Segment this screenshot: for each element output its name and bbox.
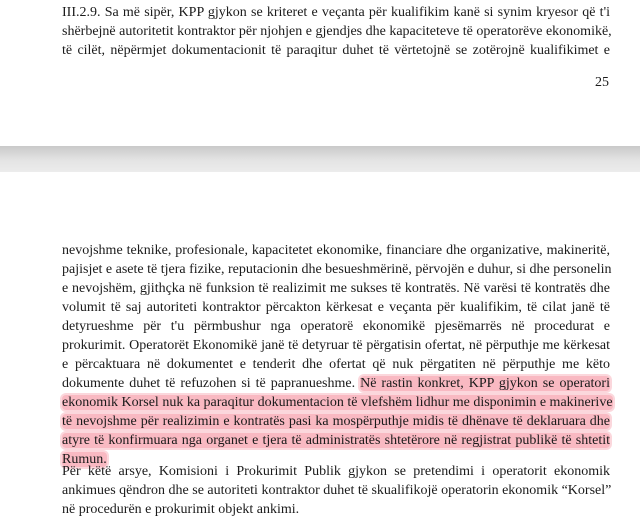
paragraph-requirements	[62, 241, 613, 469]
highlighted-text: ekonomik Korsel nuk ka paraqitur dokumentacion të vlefshëm lidhur me disponimin e makinerive	[62, 395, 613, 410]
highlighted-line	[62, 412, 610, 431]
document-page-bottom	[0, 172, 640, 527]
highlighted-text: Në rastin konkret, KPP gjykon se operatori	[360, 376, 610, 391]
text-line: të cilët, nëpërmjet dokumentacionit të paraqitur duhet të vërtetojnë se zotërojnë kualifikimet e	[62, 43, 610, 58]
paragraph-conclusion	[62, 462, 610, 519]
text-segment: dokumente duhet të refuzohen si të papranueshme.	[62, 376, 361, 391]
highlighted-line	[62, 431, 610, 450]
text-line: e përcaktuara në dokumentet e tenderit dhe ofertat që nuk përgatiten në përputhje me këto	[62, 357, 610, 372]
text-line: pajisjet e asete të tjera fizike, reputacionin dhe besueshmërinë, përvojën e duhur, si dhe personelin	[62, 262, 612, 277]
page-number: 25	[595, 75, 609, 90]
text-line: shërbejnë autoritetit kontraktor për njohjen e gjendjes dhe kapaciteteve të operatorëve ekonomikë,	[62, 24, 612, 39]
text-line: prokurimit. Operatorët Ekonomikë janë të detyruar të përgatisin ofertat, në përputhje me kërkesat	[62, 338, 610, 353]
paragraph-iii-2-9	[62, 3, 610, 60]
text-line: ankimues qëndron dhe se autoriteti kontraktor duhet të skualifikojë operatorin ekonomik “Korsel”	[62, 483, 612, 498]
highlighted-text: atyre të konfirmuara nga organet e tjera të administratës shtetërore në regjistrat publikë të shtetit	[62, 433, 610, 448]
text-line: III.2.9. Sa më sipër, KPP gjykon se kriteret e veçanta për kualifikim kanë si synim kryesor që t'i	[62, 5, 610, 20]
page-separator	[0, 146, 640, 172]
text-line-mixed	[62, 374, 610, 393]
text-line: në procedurën e prokurimit objekt ankimi.	[62, 502, 300, 517]
highlighted-text: të nevojshme për realizimin e kontratës pasi ka mospërputhje midis të dhënave të deklaruara dhe	[62, 414, 610, 429]
highlighted-line	[62, 393, 613, 412]
text-line: volumit të saj autoriteti kontraktor përcakton kërkesat e veçanta për kualifikim, të cilat janë të	[62, 300, 610, 315]
text-line: Për këtë arsye, Komisioni i Prokurimit Publik gjykon se pretendimi i operatorit ekonomik	[62, 464, 610, 479]
text-line: e nevojshëm, gjithçka në funksion të realizimit me sukses të kontratës. Në varësi të kontratës dhe	[62, 281, 610, 296]
document-page-top	[0, 0, 640, 146]
highlighted-text: Rumun.	[62, 452, 107, 467]
text-line: nevojshme teknike, profesionale, kapacitetet ekonomike, financiare dhe organizative, makineritë,	[62, 243, 610, 258]
text-line: detyrueshme për t'u përmbushur nga operatorë ekonomikë pjesëmarrës në procedurat e	[62, 319, 610, 334]
